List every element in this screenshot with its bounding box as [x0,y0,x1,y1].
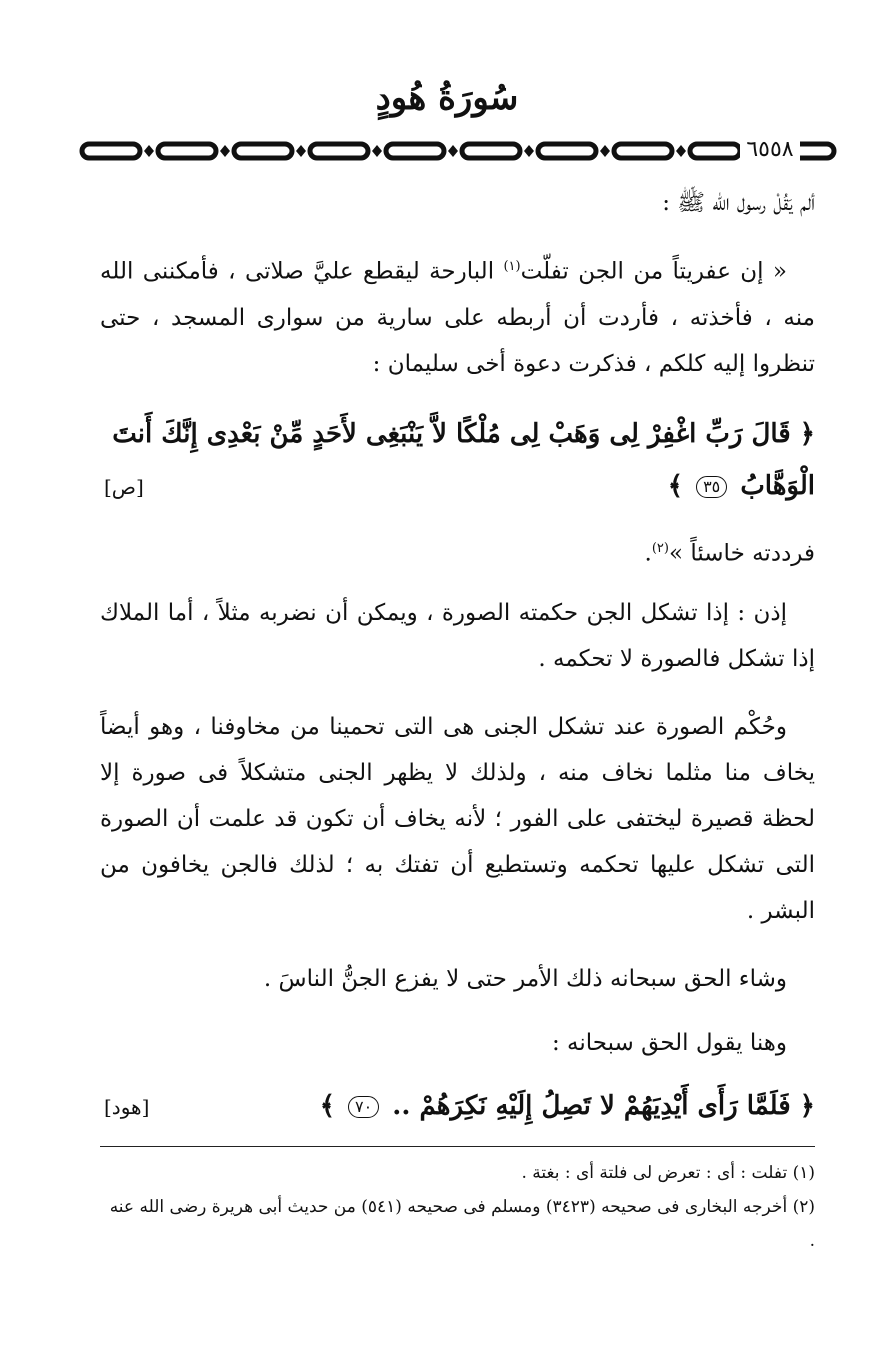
surah-title: سُورَةُ هُودٍ [375,78,519,118]
verse-reference-hud: [هود] [104,1095,150,1119]
paragraph-intro-verse: وهنا يقول الحق سبحانه : [551,1030,787,1056]
quran-verse-sad-35 [100,408,815,512]
verse-number-badge: ٣٥ [696,476,727,498]
paragraph-jinn-form: إذن : إذا تشكل الجن حكمته الصورة ، ويمكن أن نضربه مثلاً ، أما الملاك إذا تشكل فالصورة لا تحكمه . [100,600,815,672]
footnote-separator [100,1146,815,1147]
paragraph-divine-will: وشاء الحق سبحانه ذلك الأمر حتى لا يفزع الجنُّ الناسَ . [263,966,787,992]
verse-reference-sad: [ص] [104,475,144,499]
hadith-ending-dot: . [644,540,652,567]
hadith-paragraph [100,244,815,387]
verse-close-bracket: ﴾ [319,1091,335,1121]
footnote-ref-2[interactable]: (٢) [651,541,669,556]
quran-verse-hud-70 [100,1080,815,1132]
header-ornament-border [78,138,838,164]
hadith-ending [100,526,815,577]
hadith-text-continued: البارحة ليقطع عليَّ صلاتى ، فأمكننى الله منه ، فأخذته ، فأردت أن أربطه على سارية من سوارى المسجد ، حتى تنظروا إليه كلكم ، فذكرت دعوة أخى سليمان : [100,258,815,377]
intro-line [100,180,815,226]
hadith-ending-text: فرددته خاسئاً » [668,540,815,567]
verse-text: ﴿ قَالَ رَبِّ اغْفِرْ لِى وَهَبْ لِى مُلْكًا لاَّ يَنْبَغِى لأَحَدٍ مِّنْ بَعْدِى إِنَّكَ أَنتَ الْوَهَّابُ [112,419,815,501]
footnote-1: (١) تفلت : أى : تعرض لى فلتة أى : بغتة . [521,1163,815,1183]
verse-text: ﴿ فَلَمَّا رَأَى أَيْدِيَهُمْ لا تَصِلُ إِلَيْهِ نَكِرَهُمْ .. [392,1091,815,1121]
footnote-ref-1[interactable]: (١) [503,259,521,274]
footnotes [100,1156,815,1258]
verse-number-badge: ٧٠ [348,1096,379,1118]
intro-text: ألم يَقُلْ رسول الله ﷺ : [662,190,815,216]
paragraph-jinn-fear: وحُكْم الصورة عند تشكل الجنى هى التى تحمينا من مخاوفنا ، وهو أيضاً يخاف منا مثلما نخاف منه ، ولذلك لا يظهر الجنى متشكلاً فى صورة إلا لحظة قصيرة ليختفى على الفور ؛ لأنه يخاف أن تكون قد علمت أن الصورة التى تشكل عليها تحكمه وتستطيع أن تفتك به ؛ لذلك فالجن يخافون من البشر . [100,714,815,924]
verse-close-bracket: ﴾ [667,471,683,501]
hadith-text-start: « إن عفريتاً من الجن تفلّت [520,258,788,285]
footnote-2: (٢) أخرجه البخارى فى صحيحه (٣٤٢٣) ومسلم فى صحيحه (٥٤١) من حديث أبى هريرة رضى الله عنه . [109,1197,815,1251]
page-number: ٦٥٥٨ [740,136,800,164]
